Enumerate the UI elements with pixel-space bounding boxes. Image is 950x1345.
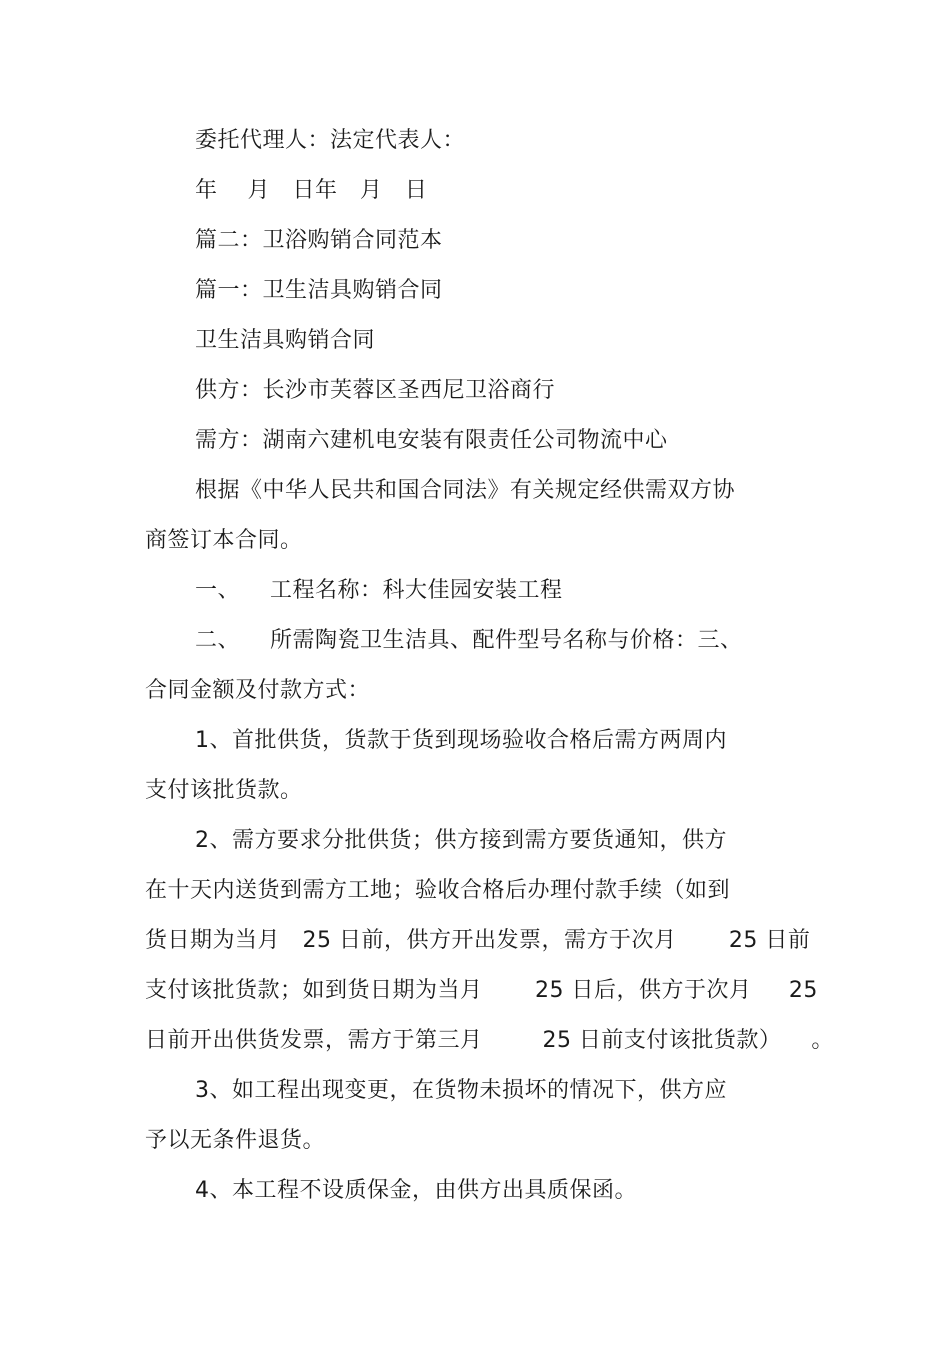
contract-title: 卫生洁具购销合同: [195, 328, 376, 353]
clause-1-project-name: 一、 工程名称：科大佳园安装工程: [195, 578, 563, 603]
item-2-line-4: 支付该批货款；如到货日期为当月 25 日后，供方于次月 25: [145, 978, 818, 1003]
buyer-line: 需方：湖南六建机电安装有限责任公司物流中心: [195, 428, 668, 453]
item-1-line-1: 1、首批供货，货款于货到现场验收合格后需方两周内: [195, 728, 727, 753]
section-heading-1: 篇一：卫生洁具购销合同: [195, 278, 443, 303]
supplier-line: 供方：长沙市芙蓉区圣西尼卫浴商行: [195, 378, 556, 403]
date-line: 年 月 日年 月 日: [195, 178, 428, 203]
preamble-line-2: 商签订本合同。: [145, 528, 303, 553]
item-1-line-2: 支付该批货款。: [145, 778, 303, 803]
clause-3-payment-heading: 合同金额及付款方式：: [145, 678, 371, 703]
preamble-line-1: 根据《中华人民共和国合同法》有关规定经供需双方协: [195, 478, 736, 503]
item-4-line-1: 4、本工程不设质保金，由供方出具质保函。: [195, 1178, 637, 1203]
section-heading-2: 篇二：卫浴购销合同范本: [195, 228, 443, 253]
item-2-line-5: 日前开出供货发票，需方于第三月 25 日前支付该批货款） 。: [145, 1028, 834, 1053]
item-3-line-1: 3、如工程出现变更，在货物未损坏的情况下，供方应: [195, 1078, 727, 1103]
item-2-line-3: 货日期为当月 25 日前，供方开出发票，需方于次月 25 日前: [145, 928, 811, 953]
clause-2-products: 二、 所需陶瓷卫生洁具、配件型号名称与价格：三、: [195, 628, 743, 653]
item-2-line-2: 在十天内送货到需方工地；验收合格后办理付款手续（如到: [145, 878, 731, 903]
item-3-line-2: 予以无条件退货。: [145, 1128, 326, 1153]
item-2-line-1: 2、需方要求分批供货；供方接到需方要货通知，供方: [195, 828, 727, 853]
agent-signature-line: 委托代理人：法定代表人：: [195, 128, 466, 153]
